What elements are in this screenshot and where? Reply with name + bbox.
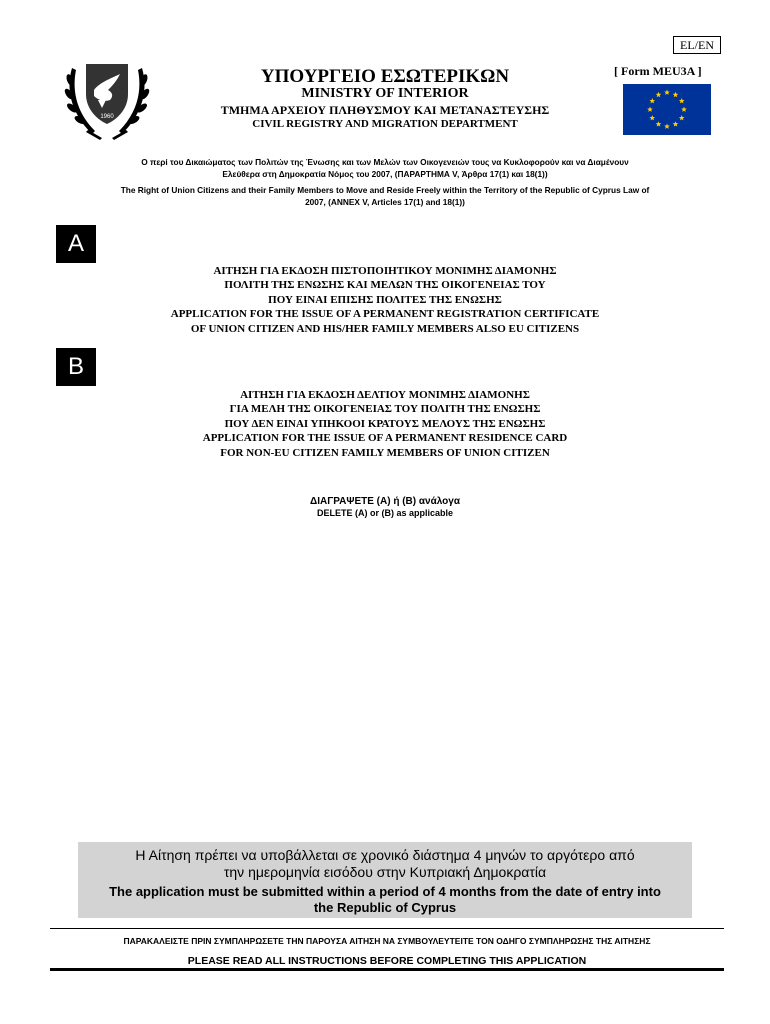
- ministry-title-en: MINISTRY OF INTERIOR: [301, 86, 469, 101]
- notice-en-line-1: The application must be submitted within a period of 4 months from the date of entry into: [109, 884, 661, 899]
- instructions-warning-en: PLEASE READ ALL INSTRUCTIONS BEFORE COMPLETING THIS APPLICATION: [187, 955, 587, 967]
- application-a-title: [100, 264, 670, 336]
- delete-instruction-el: ΔΙΑΓΡΑΨΕΤΕ (Α) ή (Β) ανάλογα: [310, 496, 460, 507]
- application-a-line: ΠΟΛΙΤΗ ΤΗΣ ΕΝΩΣΗΣ ΚΑΙ ΜΕΛΩΝ ΤΗΣ ΟΙΚΟΓΕΝΕΙΑΣ ΤΟΥ: [224, 279, 546, 292]
- department-title-el: ΤΜΗΜΑ ΑΡΧΕΙΟΥ ΠΛΗΘΥΣΜΟΥ ΚΑΙ ΜΕΤΑΝΑΣΤΕΥΣΗΣ: [220, 103, 550, 117]
- eu-flag-icon: [623, 84, 711, 135]
- application-a-line: ΠΟΥ ΕΙΝΑΙ ΕΠΙΣΗΣ ΠΟΛΙΤΕΣ ΤΗΣ ΕΝΩΣΗΣ: [268, 293, 502, 306]
- law-reference-el: [50, 156, 720, 180]
- language-code-box: EL/EN: [673, 36, 721, 54]
- application-a-line: ΑΙΤΗΣΗ ΓΙΑ ΕΚΔΟΣΗ ΠΙΣΤΟΠΟΙΗΤΙΚΟΥ ΜΟΝΙΜΗΣ ΔΙΑΜΟΝΗΣ: [213, 265, 557, 277]
- law-en-line-1: The Right of Union Citizens and their Family Members to Move and Reside Freely within the Territory of the Republic of Cyprus Law of: [120, 185, 650, 195]
- notice-el-line-1: Η Αίτηση πρέπει να υποβάλλεται σε χρονικό διάστημα 4 μηνών το αργότερο από: [135, 847, 635, 863]
- section-a-label: A: [56, 225, 96, 263]
- coat-of-arms-year: 1960: [100, 114, 114, 120]
- notice-en-line-2: the Republic of Cyprus: [313, 900, 457, 915]
- divider-line: [50, 928, 724, 929]
- application-b-line: ΓΙΑ ΜΕΛΗ ΤΗΣ ΟΙΚΟΓΕΝΕΙΑΣ ΤΟΥ ΠΟΛΙΤΗ ΤΗΣ ΕΝΩΣΗΣ: [229, 403, 541, 416]
- application-b-line: APPLICATION FOR THE ISSUE OF A PERMANENT RESIDENCE CARD: [202, 432, 568, 445]
- delete-instruction: [200, 496, 570, 518]
- delete-instruction-en: DELETE (A) or (B) as applicable: [316, 508, 454, 518]
- application-b-title: [100, 388, 670, 460]
- department-title-en: CIVIL REGISTRY AND MIGRATION DEPARTMENT: [252, 118, 518, 130]
- application-b-line: ΠΟΥ ΔΕΝ ΕΙΝΑΙ ΥΠΗΚΟΟΙ ΚΡΑΤΟΥΣ ΜΕΛΟΥΣ ΤΗΣ ΕΝΩΣΗΣ: [224, 417, 546, 430]
- application-b-line: FOR NON-EU CITIZEN FAMILY MEMBERS OF UNION CITIZEN: [220, 446, 550, 459]
- deadline-notice: [78, 842, 692, 918]
- ministry-title-el: ΥΠΟΥΡΓΕΙΟ ΕΣΩΤΕΡΙΚΩΝ: [260, 66, 510, 87]
- deadline-notice-el: [78, 847, 692, 881]
- instructions-warning-el: ΠΑΡΑΚΑΛΕΙΣΤΕ ΠΡΙΝ ΣΥΜΠΛΗΡΩΣΕΤΕ ΤΗΝ ΠΑΡΟΥΣΑ ΑΙΤΗΣΗ ΝΑ ΣΥΜΒΟΥΛΕΥΤΕΙΤΕ ΤΟΝ ΟΔΗΓΟ ΣΥΜΠΛΗΡΩΣΗΣ ΤΗΣ ΑΙΤΗΣΗΣ: [123, 936, 651, 946]
- form-code: [ Form MEU3A ]: [614, 64, 702, 78]
- divider-line-thick: [50, 968, 724, 971]
- application-a-line: OF UNION CITIZEN AND HIS/HER FAMILY MEMBERS ALSO EU CITIZENS: [190, 322, 580, 335]
- notice-el-line-2: την ημερομηνία εισόδου στην Κυπριακή Δημοκρατία: [223, 864, 547, 880]
- law-en-line-2: 2007, (ANNEX V, Articles 17(1) and 18(1)): [305, 197, 465, 207]
- deadline-notice-en: [78, 884, 692, 916]
- application-b-line: ΑΙΤΗΣΗ ΓΙΑ ΕΚΔΟΣΗ ΔΕΛΤΙΟΥ ΜΟΝΙΜΗΣ ΔΙΑΜΟΝΗΣ: [240, 389, 530, 401]
- cyprus-coat-of-arms-icon: [62, 60, 152, 140]
- section-b-label: B: [56, 348, 96, 386]
- application-a-line: APPLICATION FOR THE ISSUE OF A PERMANENT REGISTRATION CERTIFICATE: [170, 308, 600, 321]
- law-reference-en: [50, 184, 720, 208]
- law-el-line-1: Ο περί του Δικαιώματος των Πολιτών της Ένωσης και των Μελών των Οικογενειών τους να Κυκλοφορούν και να Διαμένουν: [141, 157, 629, 167]
- law-el-line-2: Ελεύθερα στη Δημοκρατία Νόμος του 2007, (ΠΑΡΑΡΤΗΜΑ V, Άρθρα 17(1) και 18(1)): [222, 169, 548, 179]
